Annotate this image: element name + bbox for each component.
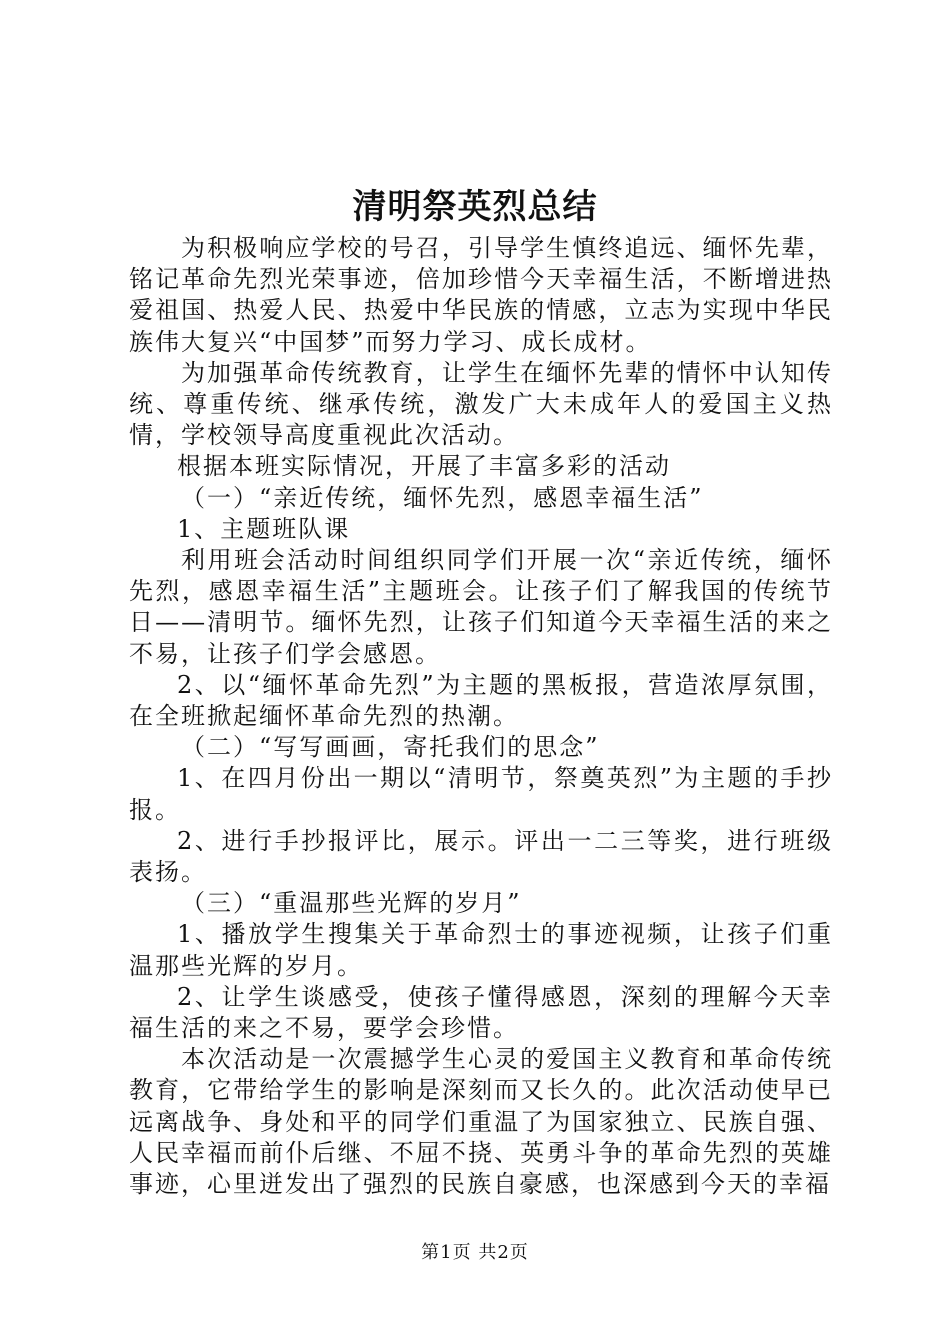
paragraph-video: 1、播放学生搜集关于革命烈士的事迹视频，让孩子们重温那些光辉的岁月。 bbox=[129, 920, 833, 980]
paragraph-blackboard: 2、以“缅怀革命先烈”为主题的黑板报，营造浓厚氛围，在全班掀起缅怀革命先烈的热潮。 bbox=[129, 670, 833, 731]
paragraph-feelings: 2、让学生谈感受，使孩子懂得感恩，深刻的理解今天幸福生活的来之不易，要学会珍惜。 bbox=[129, 982, 833, 1043]
section-heading-1: （一）“亲近传统，缅怀先烈，感恩幸福生活” bbox=[181, 483, 704, 512]
paragraph-conclusion: 本次活动是一次震撼学生心灵的爱国主义教育和革命传统教育，它带给学生的影响是深刻而又长久的。此次活动使早已远离战争、身处和平的同学们重温了为国家独立、民族自强、人民幸福而前仆后继、不屈不挠、英勇斗争的革命先烈的英雄事迹，心里迸发出了强烈的民族自豪感，也深感到今天的幸福 bbox=[129, 1045, 833, 1199]
paragraph-activities-intro: 根据本班实际情况，开展了丰富多彩的活动 bbox=[177, 452, 671, 481]
paragraph-purpose: 为加强革命传统教育，让学生在缅怀先辈的情怀中认知传统、尊重传统、继承传统，激发广大未成年人的爱国主义热情，学校领导高度重视此次活动。 bbox=[129, 358, 833, 450]
paragraph-handwritten-paper: 1、在四月份出一期以“清明节，祭奠英烈”为主题的手抄报。 bbox=[129, 764, 833, 824]
page-number: 第1页 共2页 bbox=[421, 1242, 529, 1263]
document-body bbox=[129, 233, 833, 1200]
paragraph-class-meeting: 利用班会活动时间组织同学们开展一次“亲近传统，缅怀先烈，感恩幸福生活”主题班会。让孩子们了解我国的传统节日——清明节。缅怀先烈，让孩子们知道今天幸福生活的来之不易，让孩子们学会感恩。 bbox=[129, 546, 833, 668]
section-heading-2: （二）“写写画画，寄托我们的思念” bbox=[181, 733, 600, 762]
document-title: 清明祭英烈总结 bbox=[352, 187, 598, 227]
item-heading-class-meeting: 1、主题班队课 bbox=[177, 514, 351, 543]
paragraph-evaluation: 2、进行手抄报评比，展示。评出一二三等奖，进行班级表扬。 bbox=[129, 826, 833, 887]
paragraph-intro: 为积极响应学校的号召，引导学生慎终追远、缅怀先辈，铭记革命先烈光荣事迹，倍加珍惜今天幸福生活，不断增进热爱祖国、热爱人民、热爱中华民族的情感，立志为实现中华民族伟大复兴“中国梦”而努力学习、成长成材。 bbox=[129, 234, 833, 356]
section-heading-3: （三）“重温那些光辉的岁月” bbox=[181, 889, 522, 918]
